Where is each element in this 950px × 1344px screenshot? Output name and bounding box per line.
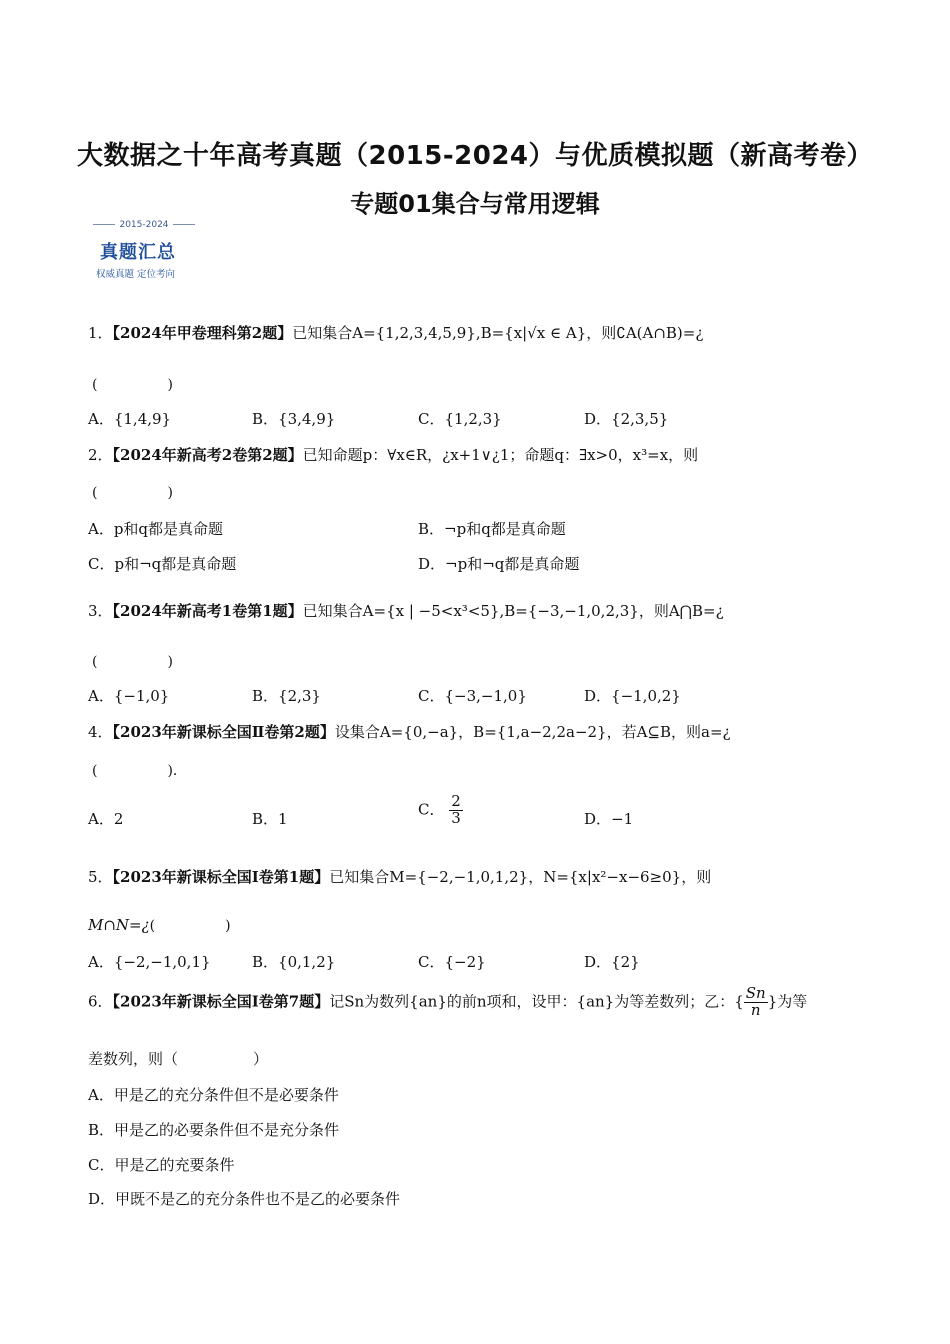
- option-b: B．¬p和q都是真命题: [418, 520, 566, 538]
- option-c: [418, 794, 463, 827]
- question-6-cont: 差数列，则（ ）: [88, 1050, 269, 1068]
- answer-paren: ( ): [92, 485, 173, 501]
- question-text: 已知集合M={−2,−1,0,1,2}，N={x|x²−x−6≥0}，则: [329, 868, 712, 886]
- option-d: D．{2}: [584, 953, 640, 971]
- question-source: 【2024年新高考2卷第2题】: [112, 446, 303, 464]
- question-number: 6．: [88, 992, 113, 1011]
- option-b: B．{3,4,9}: [252, 410, 336, 428]
- option-b: B．{2,3}: [252, 687, 321, 705]
- fraction: [449, 794, 463, 827]
- question-text: 已知集合A={x | −5<x³<5},B={−3,−1,0,2,3}，则A⋂B=¿: [302, 602, 724, 620]
- question-number: 1．: [88, 324, 113, 342]
- question-source: 【2023年新课标全国Ⅰ卷第7题】: [112, 992, 330, 1011]
- question-3: [88, 600, 724, 621]
- option-a: A．{1,4,9}: [88, 410, 172, 428]
- option-a: A．{−2,−1,0,1}: [88, 953, 211, 971]
- question-source: 【2023年新课标全国Ⅱ卷第2题】: [112, 723, 335, 741]
- question-1: [88, 322, 703, 343]
- option-d: D．¬p和¬q都是真命题: [418, 555, 580, 573]
- fraction-denominator: n: [750, 1000, 761, 1019]
- question-6: [88, 986, 807, 1019]
- question-text: 已知集合A={1,2,3,4,5,9},B={x|√x ∈ A}，则∁A(A∩B)=¿: [292, 324, 704, 342]
- question-text: 设集合A={0,−a}，B={1,a−2,2a−2}，若A⊆B，则a=¿: [334, 723, 731, 741]
- option-c-label: C．: [418, 800, 445, 819]
- option-b: B．1: [252, 810, 288, 828]
- option-c: C．{−3,−1,0}: [418, 687, 527, 705]
- option-c: C．甲是乙的充要条件: [88, 1156, 235, 1174]
- option-a: A．p和q都是真命题: [88, 520, 224, 538]
- option-a: A．2: [88, 810, 124, 828]
- question-5-cont: [88, 915, 231, 935]
- question-number: 3．: [88, 602, 113, 620]
- fraction-numerator: Sn: [745, 984, 766, 1002]
- option-c: C．{1,2,3}: [418, 410, 502, 428]
- option-c: C．p和¬q都是真命题: [88, 555, 237, 573]
- question-text-after: }为等: [767, 992, 808, 1011]
- option-a: A．{−1,0}: [88, 687, 170, 705]
- question-text: 已知命题p：∀x∈R，¿x+1∨¿1；命题q：∃x>0，x³=x，则: [302, 446, 699, 464]
- question-number: 5．: [88, 868, 113, 886]
- fraction: [744, 986, 768, 1019]
- question-number: 4．: [88, 723, 113, 741]
- question-text-cont: M∩N=¿: [88, 916, 150, 934]
- option-b: B．甲是乙的必要条件但不是充分条件: [88, 1121, 340, 1139]
- document-subtitle: 专题01集合与常用逻辑: [350, 190, 600, 218]
- option-d: D．{2,3,5}: [584, 410, 669, 428]
- question-source: 【2024年新高考1卷第1题】: [112, 602, 303, 620]
- question-5: [88, 866, 711, 887]
- option-d: D．{−1,0,2}: [584, 687, 681, 705]
- question-text: 记Sn为数列{an}的前n项和，设甲：{an}为等差数列；乙：{: [329, 992, 744, 1011]
- answer-paren: ( ): [92, 377, 173, 393]
- document-title: 大数据之十年高考真题（2015-2024）与优质模拟题（新高考卷）: [76, 141, 874, 171]
- question-4: [88, 721, 731, 742]
- answer-paren: ( ): [92, 654, 173, 670]
- badge: [88, 220, 200, 282]
- badge-year: 2015-2024: [88, 220, 200, 230]
- question-source: 【2023年新课标全国Ⅰ卷第1题】: [112, 868, 330, 886]
- fraction-denominator: 3: [451, 808, 461, 827]
- question-2: [88, 444, 698, 465]
- question-source: 【2024年甲卷理科第2题】: [112, 324, 293, 342]
- answer-paren: ( ): [149, 918, 231, 934]
- option-a: A．甲是乙的充分条件但不是必要条件: [88, 1086, 339, 1104]
- question-number: 2．: [88, 446, 113, 464]
- option-d: D．甲既不是乙的充分条件也不是乙的必要条件: [88, 1190, 401, 1208]
- option-d: D．−1: [584, 810, 634, 828]
- badge-sub: 权威真题 定位考向: [96, 269, 176, 280]
- option-b: B．{0,1,2}: [252, 953, 336, 971]
- badge-main: 真题汇总: [100, 242, 176, 263]
- answer-paren: ( )．: [92, 763, 187, 779]
- fraction-numerator: 2: [451, 792, 461, 810]
- option-c: C．{−2}: [418, 953, 486, 971]
